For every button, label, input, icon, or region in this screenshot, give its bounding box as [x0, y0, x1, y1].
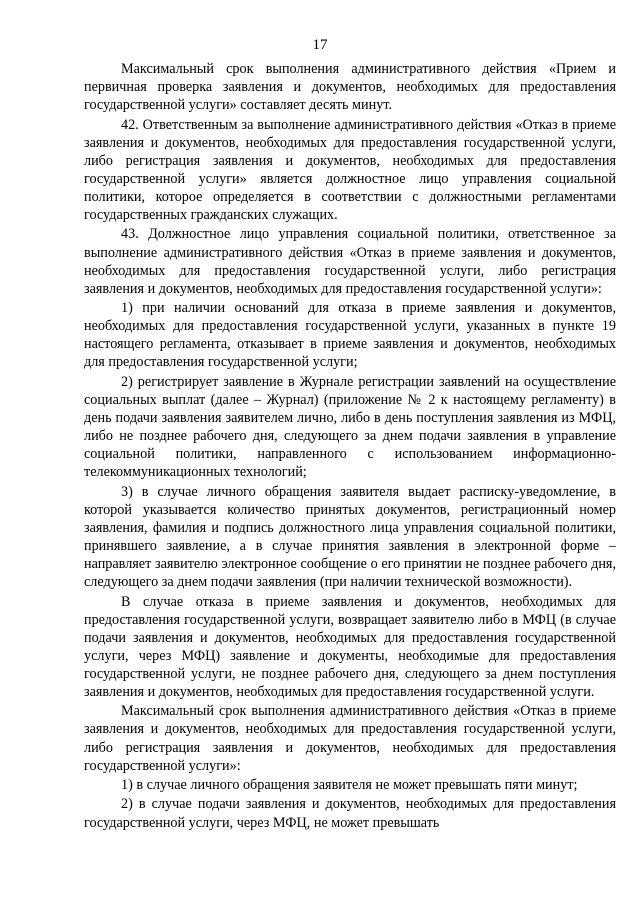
paragraph-43-item-1: 1) при наличии оснований для отказа в приеме заявления и документов, необходимых для предоставления государственной услуги, указанных в пункте 19 настоящего регламента, отказывает в приеме заявления и документов, необходимых для предоставления государственной услуги;: [84, 300, 616, 371]
paragraph-time-item-1: 1) в случае личного обращения заявителя не может превышать пяти минут;: [121, 777, 578, 794]
paragraph-time-item-2: 2) в случае подачи заявления и документов, необходимых для предоставления государственной услуги, через МФЦ, не может превышать: [84, 796, 616, 831]
paragraph-43: 43. Должностное лицо управления социальной политики, ответственное за выполнение административного действия «Отказ в приеме заявления и документов, необходимых для предоставления государственной услуги, либо регистрация заявления и документов, необходимых для предоставления государственной услуги»:: [84, 226, 616, 297]
paragraph-43-item-2: 2) регистрирует заявление в Журнале регистрации заявлений на осуществление социальных выплат (далее – Журнал) (приложение № 2 к настоящему регламенту) в день подачи заявления заявителем лично, либо в день поступления заявления из МФЦ, либо не позднее рабочего дня, следующего за днем подачи заявления в управление социальной политики, направленного с использованием информационно-телекоммуникационных технологий;: [84, 373, 616, 481]
paragraph-refusal-case: В случае отказа в приеме заявления и документов, необходимых для предоставления государственной услуги, возвращает заявителю либо в МФЦ (в случае подачи заявления и документов, необходимых для предоставления государственной услуги, через МФЦ) заявление и документы, необходимые для предоставления государственной услуги, не позднее рабочего дня, следующего за днем поступления заявления и документов, необходимых для предоставления государственной услуги.: [84, 593, 616, 700]
paragraph-43-item-3: 3) в случае личного обращения заявителя выдает расписку-уведомление, в которой указывается количество принятых документов, регистрационный номер заявления, фамилия и подпись должностного лица управления социальной политики, принявшего заявление, а в случае принятия заявления в электронной форме – направляет заявителю электронное сообщение о его принятии не позднее рабочего дня, следующего за днем подачи заявления (при наличии технической возможности).: [84, 483, 616, 591]
document-body: [84, 60, 616, 833]
paragraph-max-time-reception: Максимальный срок выполнения административного действия «Прием и первичная проверка заявления и документов, необходимых для предоставления государственной услуги» составляет десять минут.: [84, 61, 616, 114]
paragraph-max-time-registration: Максимальный срок выполнения административного действия «Отказ в приеме заявления и документов, необходимых для предоставления государственной услуги, либо регистрация заявления и документов, необходимых для предоставления государственной услуги»:: [84, 703, 616, 774]
page-number: 17: [312, 37, 328, 53]
paragraph-42: 42. Ответственным за выполнение административного действия «Отказ в приеме заявления и документов, необходимых для предоставления государственной услуги, либо регистрация заявления и документов, необходимых для предоставления государственной услуги» является должностное лицо управления социальной политики, которое определяется в соответствии с должностными регламентами государственных гражданских служащих.: [84, 116, 616, 224]
